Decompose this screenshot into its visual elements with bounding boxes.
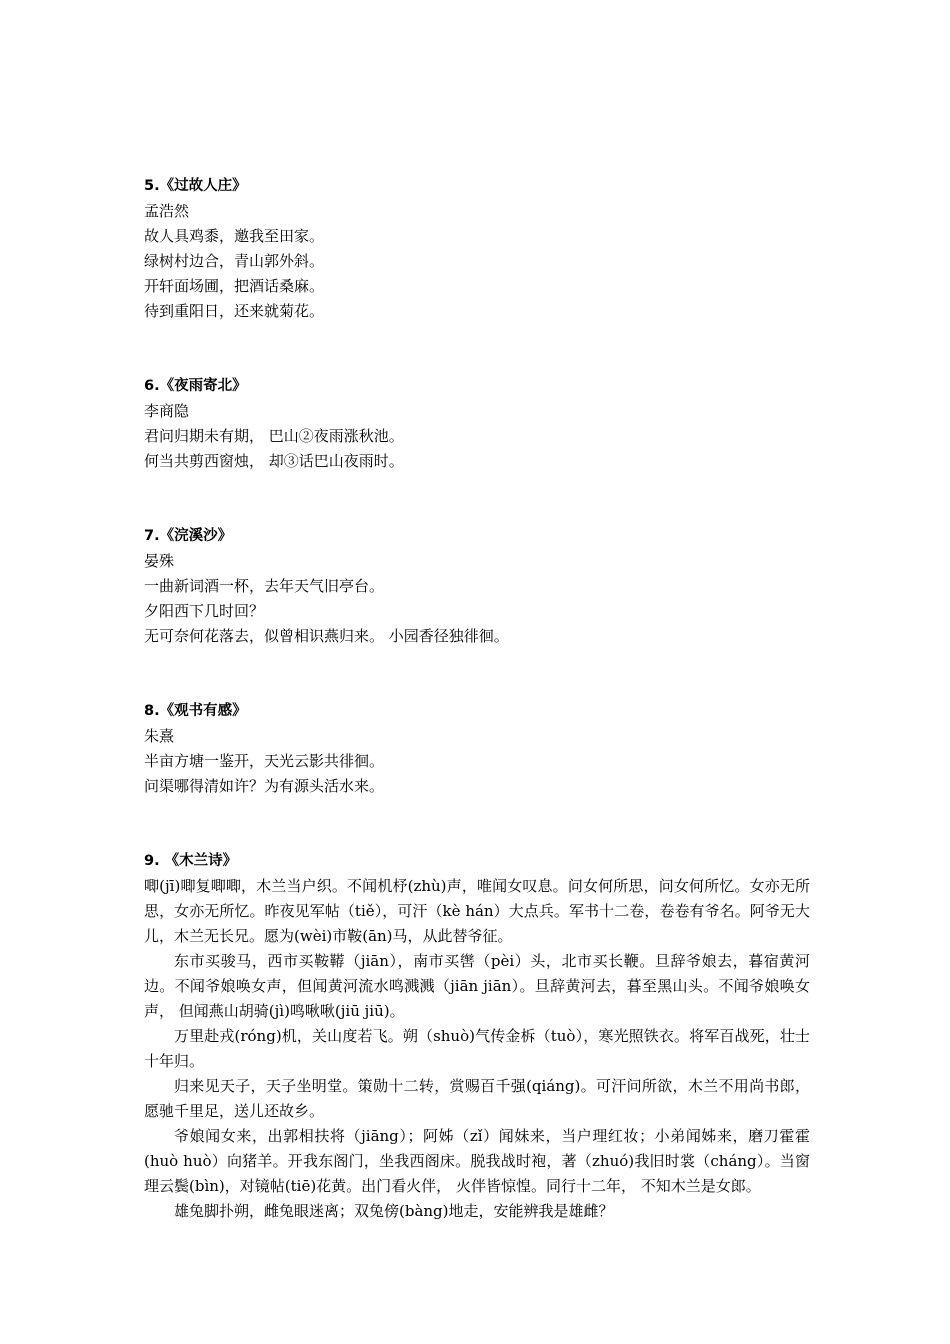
poem-paragraph: 归来见天子，天子坐明堂。策勋十二转，赏赐百千强(qiáng)。可汗问所欲，木兰不用尚书郎， 愿驰千里足，送儿还故乡。: [144, 1077, 810, 1120]
poem-author: 孟浩然: [144, 202, 190, 220]
poem-paragraph: 爷娘闻女来，出郭相扶将（jiāng）；阿姊（zǐ）闻妹来，当户理红妆；小弟闻姊来，磨刀霍霍(huò huò）向猪羊。开我东阁门，坐我西阁床。脱我战时袍，著（zhuó)我旧时裳（cháng）。当窗理云鬓(bìn)，对镜帖(tiē)花黄。出门看火伴， 火伴皆惊惶。同行十二年， 不知木兰是女郎。: [144, 1127, 810, 1195]
poem-title: 9. 《木兰诗》: [144, 853, 238, 869]
poem-paragraph: 雄兔脚扑朔，雌兔眼迷离；双兔傍(bàng)地走，安能辨我是雄雌？: [174, 1202, 614, 1220]
poem-paragraph: 东市买骏马，西市买鞍鞯（jiān），南市买辔（pèi）头，北市买长鞭。旦辞爷娘去，暮宿黄河边。不闻爷娘唤女声，但闻黄河流水鸣溅溅（jiān jiān）。旦辞黄河去，暮至黑山头。不闻爷娘唤女声， 但闻燕山胡骑(jì)鸣啾啾(jiū jiū)。: [144, 952, 810, 1020]
poem-line: 半亩方塘一鉴开，天光云影共徘徊。: [144, 752, 385, 770]
poem-author: 李商隐: [144, 402, 190, 420]
poem-block: [144, 174, 810, 324]
poem-line: 君问归期未有期， 巴山②夜雨涨秋池。: [144, 427, 404, 445]
poem-line: 开轩面场圃，把酒话桑麻。: [144, 277, 325, 295]
section-spacer: [144, 649, 810, 699]
poem-paragraph: 唧(jī)唧复唧唧，木兰当户织。不闻机杼(zhù)声，唯闻女叹息。问女何所思，问女何所忆。女亦无所思，女亦无所忆。昨夜见军帖（tiě），可汗（kè hán）大点兵。军书十二卷，卷卷有爷名。阿爷无大儿，木兰无长兄。愿为(wèi)市鞍(ān)马，从此替爷征。: [144, 877, 810, 945]
poem-title: 5.《过故人庄》: [144, 178, 247, 194]
poem-line: 故人具鸡黍，邀我至田家。: [144, 227, 325, 245]
section-spacer: [144, 474, 810, 524]
poem-block: [144, 524, 810, 649]
poem-author: 晏殊: [144, 552, 175, 570]
poem-author: 朱熹: [144, 727, 175, 745]
poem-line: 问渠哪得清如许？为有源头活水来。: [144, 777, 385, 795]
poem-line: 何当共剪西窗烛， 却③话巴山夜雨时。: [144, 452, 404, 470]
poem-block: [144, 374, 810, 474]
poem-block: [144, 699, 810, 799]
poem-line: 绿树村边合，青山郭外斜。: [144, 252, 325, 270]
poem-title: 6.《夜雨寄北》: [144, 378, 247, 394]
poem-title: 7.《浣溪沙》: [144, 528, 233, 544]
poem-line: 无可奈何花落去，似曾相识燕归来。 小园香径独徘徊。: [144, 627, 509, 645]
document-content: [144, 174, 810, 1224]
poem-line: 一曲新词酒一杯，去年天气旧亭台。: [144, 577, 385, 595]
section-spacer: [144, 799, 810, 849]
poem-line: 夕阳西下几时回？: [144, 602, 265, 620]
poem-line: 待到重阳日，还来就菊花。: [144, 302, 325, 320]
poem-paragraph: 万里赴戎(róng)机，关山度若飞。朔（shuò)气传金柝（tuò），寒光照铁衣。将军百战死，壮士十年归。: [144, 1027, 810, 1070]
poem-title: 8.《观书有感》: [144, 703, 247, 719]
section-spacer: [144, 324, 810, 374]
mulan-poem-block: [144, 849, 810, 1224]
